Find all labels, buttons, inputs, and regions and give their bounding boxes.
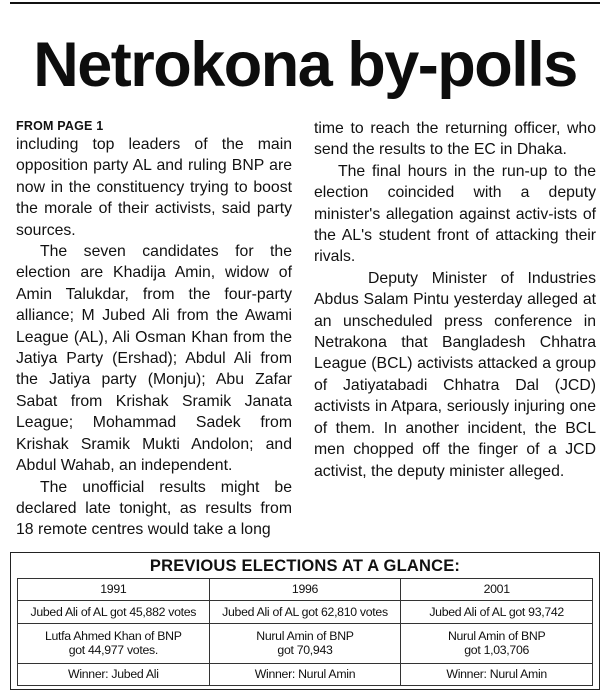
- al-result-cell: Jubed Ali of AL got 62,810 votes: [209, 601, 401, 623]
- bnp-votes: got 44,977 votes.: [68, 643, 158, 658]
- previous-elections-box: [10, 552, 600, 690]
- al-result-cell: Jubed Ali of AL got 45,882 votes: [18, 601, 210, 623]
- bnp-candidate: Nurul Amin of BNP: [447, 628, 546, 643]
- results-table: [17, 578, 593, 686]
- box-title: PREVIOUS ELECTIONS AT A GLANCE:: [149, 557, 461, 575]
- paragraph: including top leaders of the main opposition party AL and ruling BNP are now in the constituency trying to boost the morale of their activists, said party sources.: [16, 136, 292, 239]
- winner-cell: Winner: Nurul Amin: [401, 663, 593, 685]
- winner-cell: Winner: Jubed Ali: [18, 663, 210, 685]
- paragraph: Deputy Minister of Industries Abdus Salam Pintu yesterday alleged at an unscheduled press conference in Netrakona that Bangladesh Chhatra League (BCL) activists attacked a group of Jatiyatabadi Chhatra Dal (JCD) activists in Atpara, seriously injuring one of them. In another incident, the BCL men chopped off the finger of a JCD activist, the deputy minister alleged.: [314, 269, 596, 480]
- article-column-right: [314, 118, 596, 482]
- table-row: [18, 623, 593, 663]
- bnp-result-cell: [18, 623, 210, 663]
- paragraph: The seven candidates for the election are Khadija Amin, widow of Amin Talukdar, from the four-party alliance; M Jubed Ali from the Awami League (AL), Ali Osman Khan from the Jatiya Party (Ershad); Abdul Ali from the Jatiya party (Monju); Abu Zafar Sabat from Krishak Sramik Janata League; Mohammad Sadek from Krishak Sramik Mukti Andolon; and Abdul Wahab, an independent.: [16, 243, 292, 475]
- paragraph: The unofficial results might be declared late tonight, as results from 18 remote centres would take a long: [16, 478, 292, 539]
- table-row: [18, 601, 593, 623]
- top-rule: [10, 2, 600, 4]
- year-cell: 1996: [209, 579, 401, 601]
- bnp-candidate: Lutfa Ahmed Khan of BNP: [44, 628, 182, 643]
- bnp-result-cell: [209, 623, 401, 663]
- kicker: FROM PAGE 1: [16, 119, 104, 133]
- bnp-votes: got 70,943: [277, 643, 333, 658]
- paragraph: The final hours in the run-up to the election coincided with a deputy minister's allegation against activ-ists of the AL's student front of attacking their rivals.: [314, 162, 596, 266]
- winner-cell: Winner: Nurul Amin: [209, 663, 401, 685]
- table-row: [18, 663, 593, 685]
- year-cell: 1991: [18, 579, 210, 601]
- table-row: [18, 579, 593, 601]
- article-column-left: [16, 118, 292, 541]
- al-result-cell: Jubed Ali of AL got 93,742: [401, 601, 593, 623]
- bnp-result-cell: [401, 623, 593, 663]
- headline: Netrokona by-polls: [33, 30, 577, 100]
- bnp-candidate: Nurul Amin of BNP: [256, 628, 354, 643]
- bnp-votes: got 1,03,706: [464, 643, 530, 658]
- year-cell: 2001: [401, 579, 593, 601]
- paragraph: time to reach the returning officer, who send the results to the EC in Dhaka.: [314, 120, 596, 159]
